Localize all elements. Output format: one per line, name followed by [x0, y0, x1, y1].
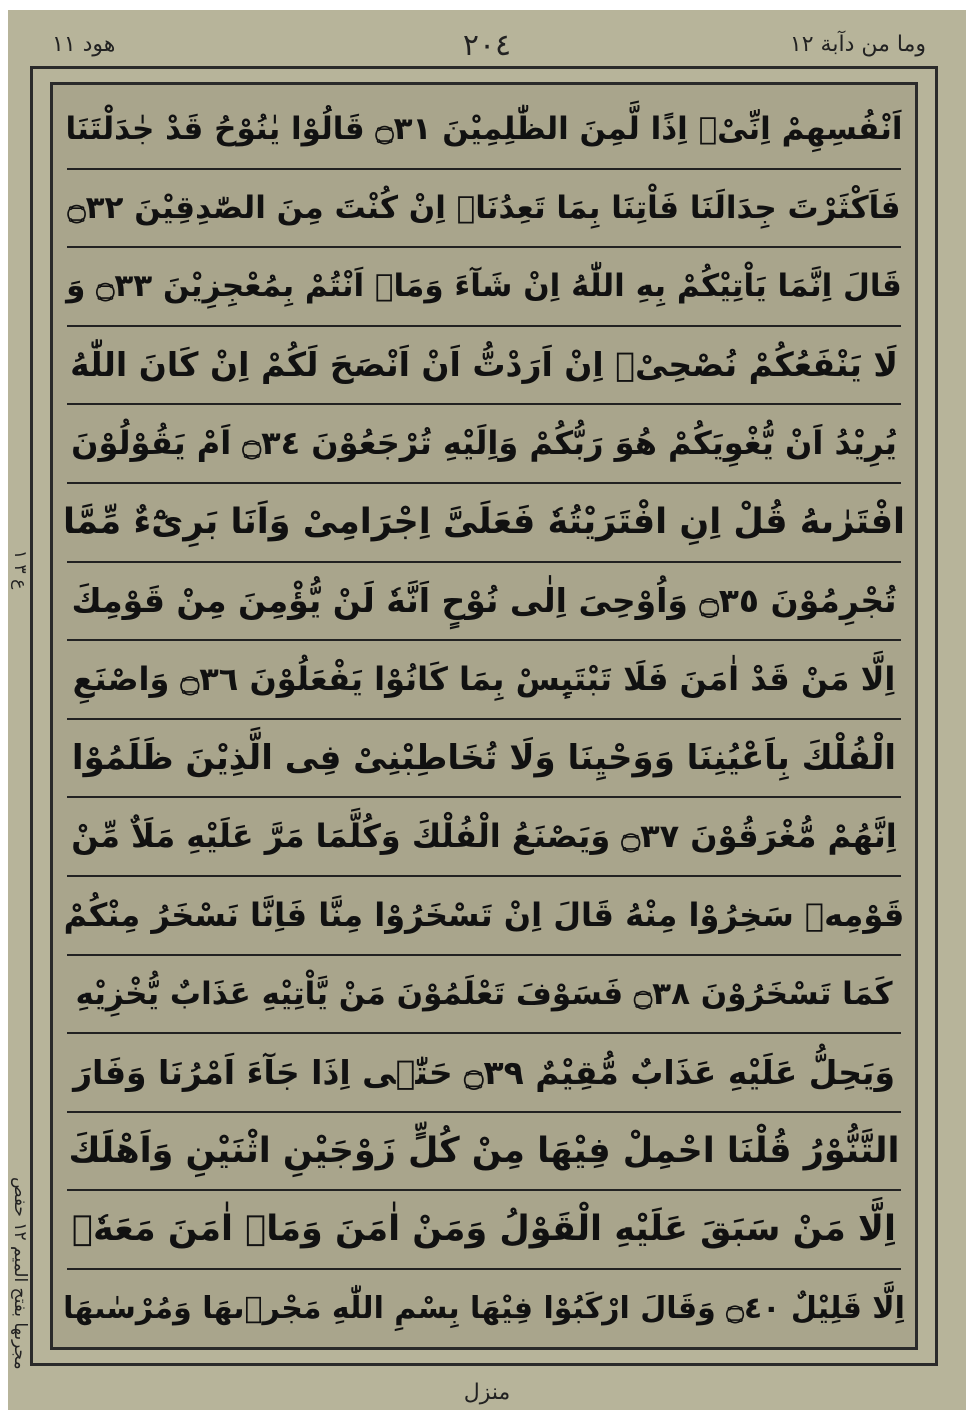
header-surah-ref: وما من دآبة ١٢ — [789, 32, 926, 57]
text-frame — [50, 82, 918, 1350]
verse-line: تُجْرِمُوْنَ ۝٣٥ وَاُوْحِیَ اِلٰى نُوْحٍ اَنَّهٗ لَنْ یُّؤْمِنَ مِنْ قَوْمِكَ — [71, 581, 897, 621]
verse-line: الْفُلْكَ بِاَعْیُنِنَا وَوَحْیِنَا وَلَا تُخَاطِبْنِیْ فِی الَّذِیْنَ ظَلَمُوْا — [71, 737, 897, 778]
verse-line: یُرِیْدُ اَنْ یُّغْوِیَكُمْ هُوَ رَبُّكُمْ وَاِلَیْهِ تُرْجَعُوْنَ ۝٣٤ اَمْ یَقُوْلُوْنَ — [71, 424, 897, 463]
margin-note-upper: ع ٣ ١ — [10, 550, 30, 590]
verse-line: قَالَ اِنَّمَا یَاْتِیْكُمْ بِهِ اللّٰهُ اِنْ شَآءَ وَمَاۤ اَنْتُمْ بِمُعْجِزِیْنَ ۝٣٣ وَ — [66, 268, 902, 305]
verse-line: اِلَّا مَنْ سَبَقَ عَلَیْهِ الْقَوْلُ وَمَنْ اٰمَنَ وَمَاۤ اٰمَنَ مَعَهٗۤ — [72, 1209, 896, 1250]
verse-line: اِنَّهُمْ مُّغْرَقُوْنَ ۝٣٧ وَیَصْنَعُ الْفُلْكَ وَكُلَّمَا مَرَّ عَلَیْهِ مَلَاٌ مِّنْ — [71, 817, 897, 856]
verse-line: فَاَكْثَرْتَ جِدَالَنَا فَاْتِنَا بِمَا تَعِدُنَاۤ اِنْ كُنْتَ مِنَ الصّٰدِقِیْنَ ۝٣٢ — [67, 189, 901, 226]
verse-line: اِلَّا مَنْ قَدْ اٰمَنَ فَلَا تَبْتَىِٕسْ بِمَا كَانُوْا یَفْعَلُوْنَ ۝٣٦ وَاصْنَعِ — [72, 660, 896, 699]
verse-line: لَا یَنْفَعُكُمْ نُصْحِیْۤ اِنْ اَرَدْتُّ اَنْ اَنْصَحَ لَكُمْ اِنْ كَانَ اللّٰهُ — [70, 345, 898, 385]
verse-line: التَّنُّوْرُ قُلْنَا احْمِلْ فِیْهَا مِنْ كُلٍّ زَوْجَیْنِ اثْنَیْنِ وَاَهْلَكَ — [68, 1130, 900, 1171]
manzil-marker: منزل — [463, 1380, 511, 1405]
verse-line: قَوْمِهٖ سَخِرُوْا مِنْهُ قَالَ اِنْ تَسْخَرُوْا مِنَّا فَاِنَّا نَسْخَرُ مِنْكُمْ — [63, 896, 905, 934]
verse-line: كَمَا تَسْخَرُوْنَ ۝٣٨ فَسَوْفَ تَعْلَمُوْنَ مَنْ یَّاْتِیْهِ عَذَابٌ یُّخْزِیْهِ — [75, 975, 893, 1012]
page-number: ٢٠٤ — [462, 28, 512, 63]
verse-line: افْتَرٰىهُ قُلْ اِنِ افْتَرَیْتُهٗ فَعَلَیَّ اِجْرَامِیْ وَاَنَا بَرِیْٓءٌ مِّمَّا — [63, 502, 905, 542]
text-lines — [53, 85, 915, 1347]
quran-page — [8, 10, 966, 1410]
header-surah-name: هود ١١ — [52, 32, 116, 57]
verse-line: وَیَحِلُّ عَلَیْهِ عَذَابٌ مُّقِیْمٌ ۝٣٩ حَتّٰۤى اِذَا جَآءَ اَمْرُنَا وَفَارَ — [73, 1052, 895, 1092]
margin-note-lower: مجرىها بفتح الميم ١٢ حفص — [10, 1177, 30, 1370]
verse-line: اِلَّا قَلِیْلٌ ۝٤٠ وَقَالَ ارْكَبُوْا فِیْهَا بِسْمِ اللّٰهِ مَجْرٖىهَا وَمُرْسٰىهَا — [63, 1290, 905, 1326]
verse-line: اَنْفُسِهِمْ اِنِّیْۤ اِذًا لَّمِنَ الظّٰلِمِیْنَ ۝٣١ قَالُوْا یٰنُوْحُ قَدْ جٰدَلْتَنَا — [65, 111, 903, 147]
